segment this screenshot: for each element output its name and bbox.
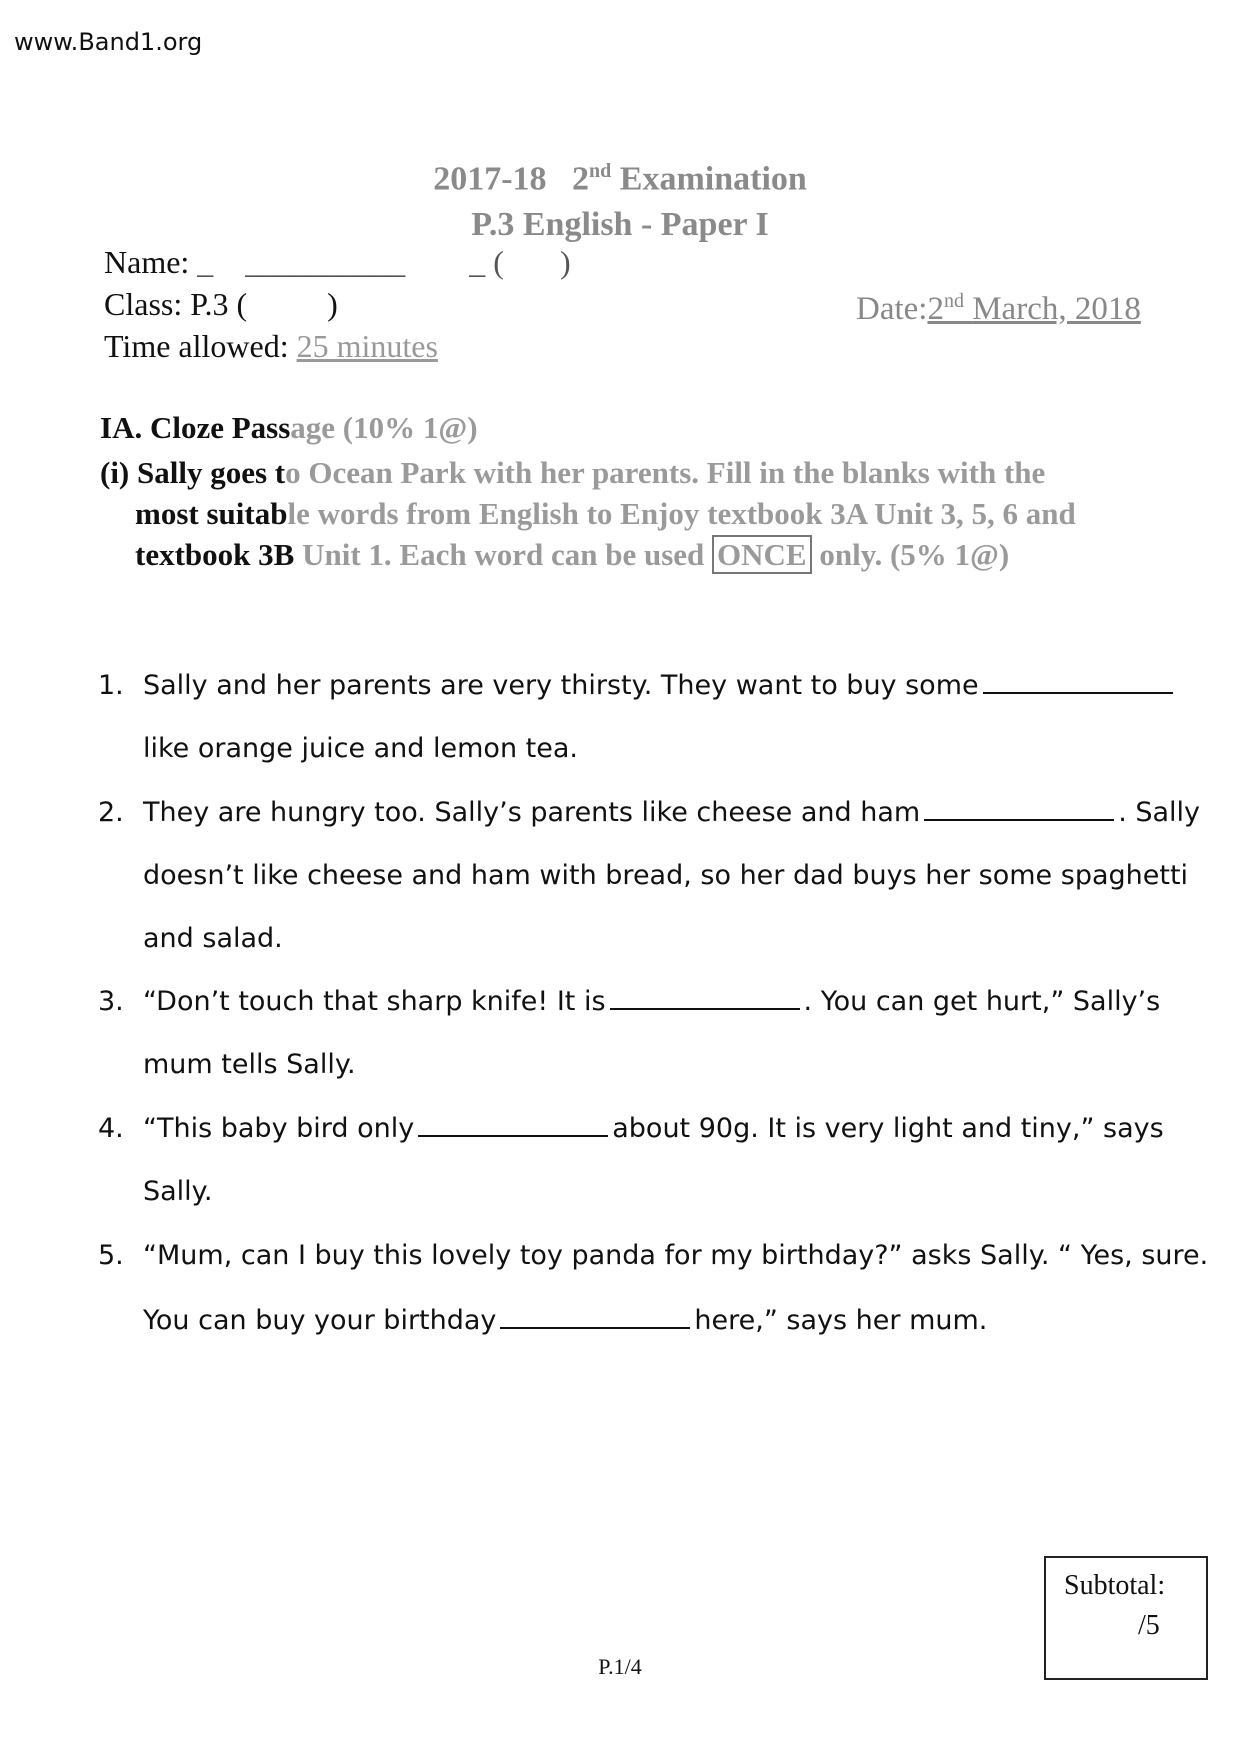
section-instructions: (i) Sally goes to Ocean Park with her parents. Fill in the blanks with the most suitable words from English to Enjoy textbook 3A Unit 3, 5, 6 and textbook 3B Unit 1. Each word can be used ONCE only. (5% 1@) bbox=[100, 455, 1076, 572]
watermark-url: www.Band1.org bbox=[14, 28, 203, 56]
subtotal-value: /5 bbox=[1138, 1610, 1160, 1641]
subtotal-label: Subtotal: bbox=[1064, 1570, 1166, 1601]
once-box: ONCE bbox=[712, 535, 812, 574]
question-number: 3. bbox=[98, 986, 124, 1017]
question-3-line-1: “Don’t touch that sharp knife! It is . You can get hurt,” Sally’s bbox=[143, 986, 1161, 1017]
question-3-line-2: mum tells Sally. bbox=[143, 1049, 356, 1080]
exam-subtitle: P.3 English - Paper I bbox=[471, 206, 769, 243]
answer-blank-3[interactable] bbox=[610, 1008, 800, 1010]
question-5-line-1: “Mum, can I buy this lovely toy panda for my birthday?” asks Sally. “ Yes, sure. bbox=[143, 1240, 1209, 1271]
question-number: 4. bbox=[98, 1113, 124, 1144]
exam-date: Date:2nd March, 2018 bbox=[856, 290, 1141, 327]
question-5-line-2: You can buy your birthday here,” says her mum. bbox=[143, 1305, 988, 1336]
class-field: Class: P.3 ( ) bbox=[104, 286, 338, 322]
question-number: 5. bbox=[98, 1240, 124, 1271]
answer-blank-5[interactable] bbox=[500, 1327, 690, 1329]
name-field: Name: _ __________ _ ( ) bbox=[104, 244, 571, 280]
question-2-line-2: doesn’t like cheese and ham with bread, so her dad buys her some spaghetti bbox=[143, 860, 1189, 891]
time-allowed: Time allowed: 25 minutes bbox=[104, 328, 438, 364]
question-number: 2. bbox=[98, 797, 124, 828]
page-number: P.1/4 bbox=[598, 1654, 642, 1679]
answer-blank-2[interactable] bbox=[924, 819, 1114, 821]
section-heading: IA. Cloze Passage (10% 1@) bbox=[100, 410, 478, 445]
question-2-line-1: They are hungry too. Sally’s parents like cheese and ham . Sally bbox=[143, 797, 1201, 828]
question-2-line-3: and salad. bbox=[143, 923, 283, 954]
question-1-line-2: like orange juice and lemon tea. bbox=[143, 733, 578, 764]
answer-blank-4[interactable] bbox=[418, 1135, 608, 1137]
question-4-line-1: “This baby bird only about 90g. It is very light and tiny,” says bbox=[143, 1113, 1164, 1144]
question-4-line-2: Sally. bbox=[143, 1176, 213, 1207]
question-1-line-1: Sally and her parents are very thirsty. They want to buy some bbox=[143, 670, 1177, 701]
exam-title: 2017-18 2nd Examination bbox=[433, 160, 807, 198]
question-number: 1. bbox=[98, 670, 124, 701]
answer-blank-1[interactable] bbox=[983, 692, 1173, 694]
